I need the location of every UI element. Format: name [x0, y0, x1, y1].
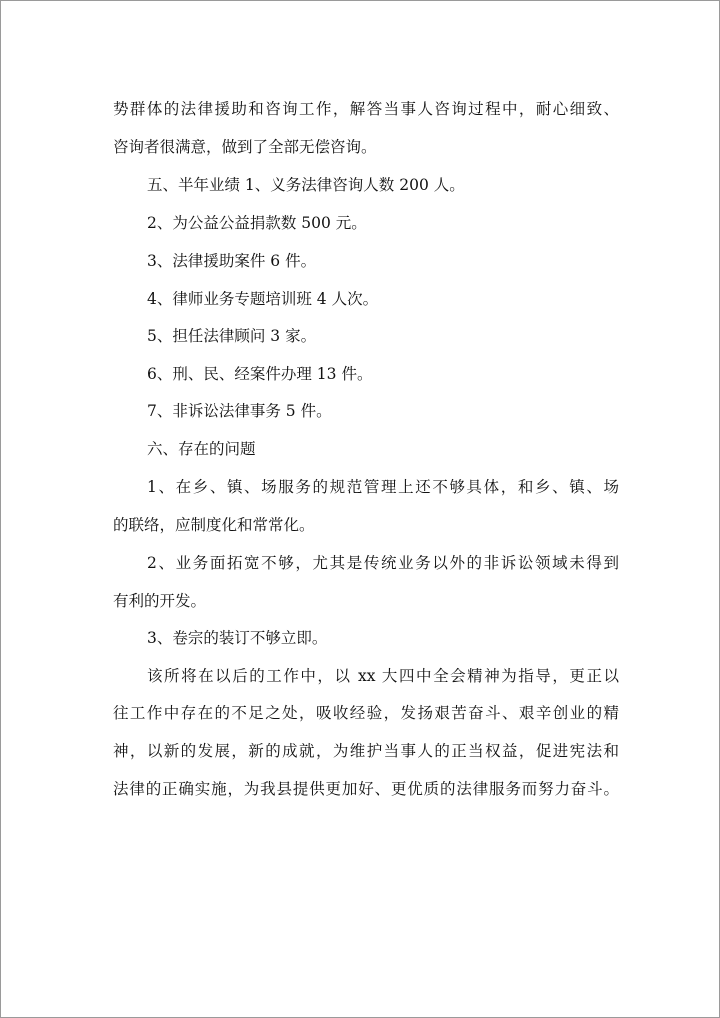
paragraph-line: 咨询者很满意，做到了全部无偿咨询。	[113, 138, 377, 156]
paragraph-line: 神，以新的发展，新的成就，为维护当事人的正当权益，促进宪法和	[113, 742, 619, 760]
paragraph-line: 有利的开发。	[113, 592, 207, 610]
paragraph-line: 的联络，应制度化和常常化。	[113, 516, 315, 534]
section-heading: 六、存在的问题	[147, 440, 256, 458]
paragraph-line: 五、半年业绩 1、义务法律咨询人数 200 人。	[147, 176, 465, 194]
paragraph-line: 该所将在以后的工作中，以 xx 大四中全会精神为指导，更正以	[147, 667, 619, 685]
paragraph-line: 往工作中存在的不足之处，吸收经验，发扬艰苦奋斗、艰辛创业的精	[113, 704, 619, 722]
paragraph-line: 法律的正确实施，为我县提供更加好、更优质的法律服务而努力奋斗。	[113, 780, 619, 798]
paragraph-line: 2、为公益公益捐款数 500 元。	[147, 214, 367, 232]
paragraph-line: 5、担任法律顾问 3 家。	[147, 327, 317, 345]
paragraph-line: 2、业务面拓宽不够，尤其是传统业务以外的非诉讼领域未得到	[147, 554, 619, 572]
paragraph-line: 7、非诉讼法律事务 5 件。	[147, 402, 332, 420]
paragraph-line: 1、在乡、镇、场服务的规范管理上还不够具体，和乡、镇、场	[147, 478, 619, 496]
paragraph-line: 6、刑、民、经案件办理 13 件。	[147, 365, 373, 383]
paragraph-line: 4、律师业务专题培训班 4 人次。	[147, 290, 379, 308]
paragraph-line: 3、卷宗的装订不够立即。	[147, 629, 328, 647]
paragraph-line: 势群体的法律援助和咨询工作，解答当事人咨询过程中，耐心细致、	[113, 100, 619, 118]
paragraph-line: 3、法律援助案件 6 件。	[147, 252, 317, 270]
